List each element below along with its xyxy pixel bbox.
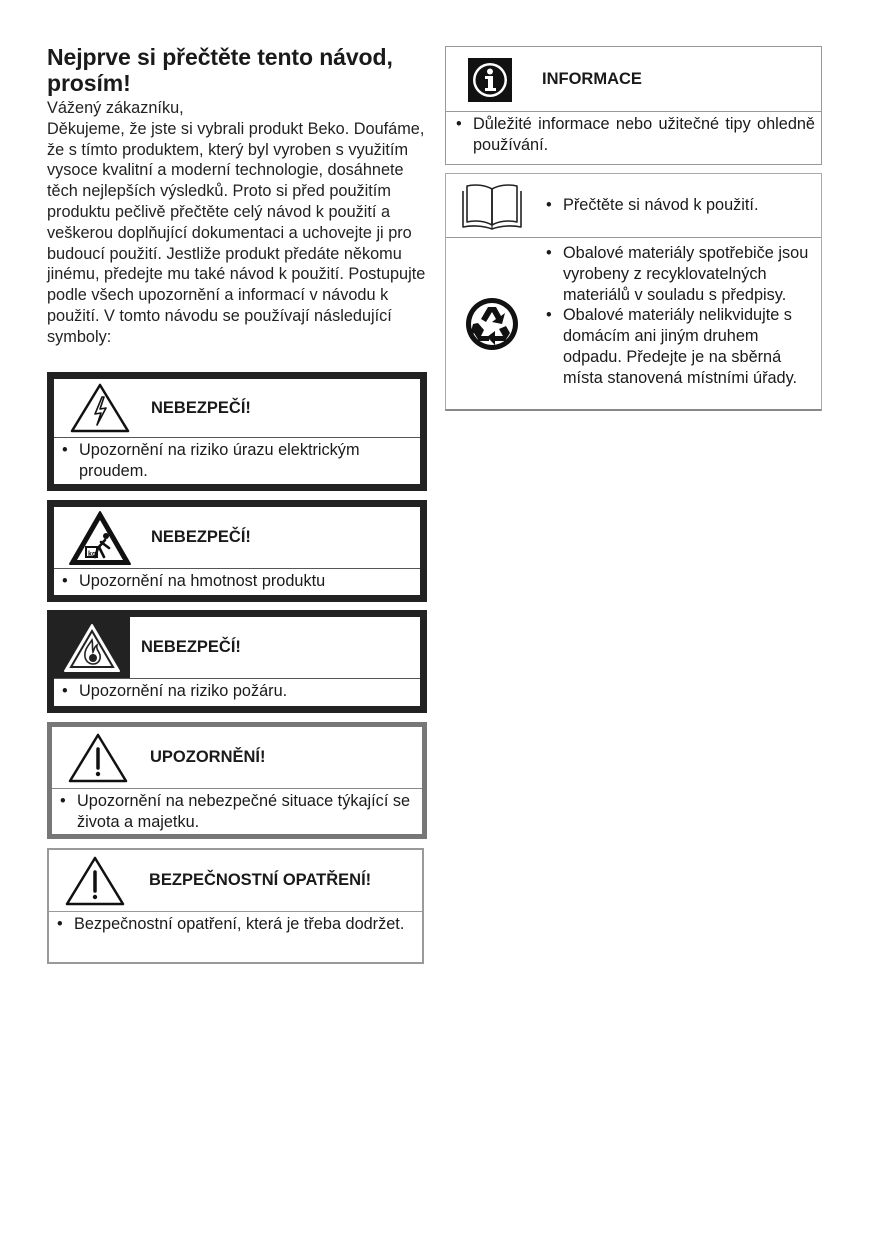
warning-header bbox=[54, 617, 420, 679]
intro-text: Děkujeme, že jste si vybrali produkt Beko. Doufáme, že s tímto produktem, který byl vyroben s využitím vysoce kvalitní a moderní technologie, dosáhnete těch nejlepších výsledků. Proto si před použitím produktu pečlivě přečtěte celý návod k použití a veškerou doplňující dokumentaci a uchovejte ji pro budoucí použití. Jestliže produkt předáte někomu jinému, předejte mu také návod k použití. Postupujte podle všech upozornění a informací v návodu k použití. V tomto návodu se používají následující symboly: bbox=[47, 119, 426, 346]
warning-header bbox=[54, 379, 420, 438]
info-box bbox=[445, 46, 822, 165]
warning-text: Upozornění na riziko úrazu elektrickým proudem. bbox=[79, 441, 360, 480]
electric-hazard-icon bbox=[54, 379, 146, 437]
warning-box-electric bbox=[47, 372, 427, 491]
info-icon bbox=[468, 58, 512, 102]
info-body bbox=[446, 112, 821, 160]
info-text: Důležité informace nebo užitečné tipy ohledně používání. bbox=[473, 115, 815, 154]
exclamation-triangle-icon bbox=[49, 850, 141, 911]
symbols-table bbox=[445, 173, 822, 411]
symbol-row-recycling bbox=[446, 238, 821, 409]
info-header bbox=[446, 47, 821, 112]
bullet-marker: • bbox=[62, 441, 68, 459]
warning-box-precautions bbox=[47, 848, 424, 964]
recycling-icon bbox=[446, 238, 538, 409]
warning-title: BEZPEČNOSTNÍ OPATŘENÍ! bbox=[149, 871, 372, 889]
intro-greeting: Vážený zákazníku, bbox=[47, 99, 184, 117]
warning-box-weight bbox=[47, 500, 427, 602]
warning-title: NEBEZPEČÍ! bbox=[151, 528, 251, 546]
symbol-text: Obalové materiály spotřebiče jsou vyrobeny z recyklovatelných materiálů v souladu s předpisy. bbox=[563, 244, 809, 304]
symbol-text: Přečtěte si návod k použití. bbox=[563, 196, 759, 214]
warning-header bbox=[52, 727, 422, 789]
bullet-marker: • bbox=[57, 915, 63, 933]
symbol-row-manual bbox=[446, 174, 821, 238]
page-title: Nejprve si přečtěte tento návod, prosím! bbox=[47, 44, 393, 96]
warning-title: NEBEZPEČÍ! bbox=[141, 638, 241, 656]
warning-header bbox=[54, 507, 420, 569]
warning-body bbox=[54, 438, 420, 484]
warning-text: Bezpečnostní opatření, která je třeba dodržet. bbox=[74, 915, 405, 933]
svg-text:kg: kg bbox=[88, 550, 97, 558]
warning-body bbox=[49, 912, 422, 937]
warning-body bbox=[54, 679, 420, 704]
warning-body bbox=[52, 789, 422, 835]
bullet-marker: • bbox=[60, 792, 66, 810]
warning-box-caution bbox=[47, 722, 427, 839]
warning-title: NEBEZPEČÍ! bbox=[151, 398, 251, 417]
bullet-marker: • bbox=[456, 115, 462, 133]
warning-text: Upozornění na hmotnost produktu bbox=[79, 572, 326, 590]
bullet-marker: • bbox=[62, 572, 68, 590]
info-title: INFORMACE bbox=[542, 69, 642, 88]
warning-text: Upozornění na riziko požáru. bbox=[79, 682, 288, 700]
fire-hazard-icon bbox=[54, 617, 130, 678]
bullet-marker: • bbox=[546, 244, 552, 262]
left-column bbox=[47, 44, 427, 933]
bullet-marker: • bbox=[62, 682, 68, 700]
warning-body bbox=[54, 569, 420, 594]
warning-title: UPOZORNĚNÍ! bbox=[150, 748, 266, 766]
warning-text: Upozornění na nebezpečné situace týkající se života a majetku. bbox=[77, 792, 411, 831]
open-book-icon bbox=[446, 174, 538, 237]
bullet-marker: • bbox=[546, 306, 552, 325]
warning-header bbox=[49, 850, 422, 912]
symbol-text: Obalové materiály nelikvidujte s domácím ani jiným druhem odpadu. Předejte je na sběrná místa stanovená místními úřady. bbox=[563, 306, 798, 387]
warning-box-fire bbox=[47, 610, 427, 713]
intro-paragraph bbox=[47, 98, 427, 348]
exclamation-triangle-icon bbox=[52, 727, 144, 788]
heavy-load-icon bbox=[54, 507, 146, 568]
bullet-marker: • bbox=[546, 196, 552, 214]
